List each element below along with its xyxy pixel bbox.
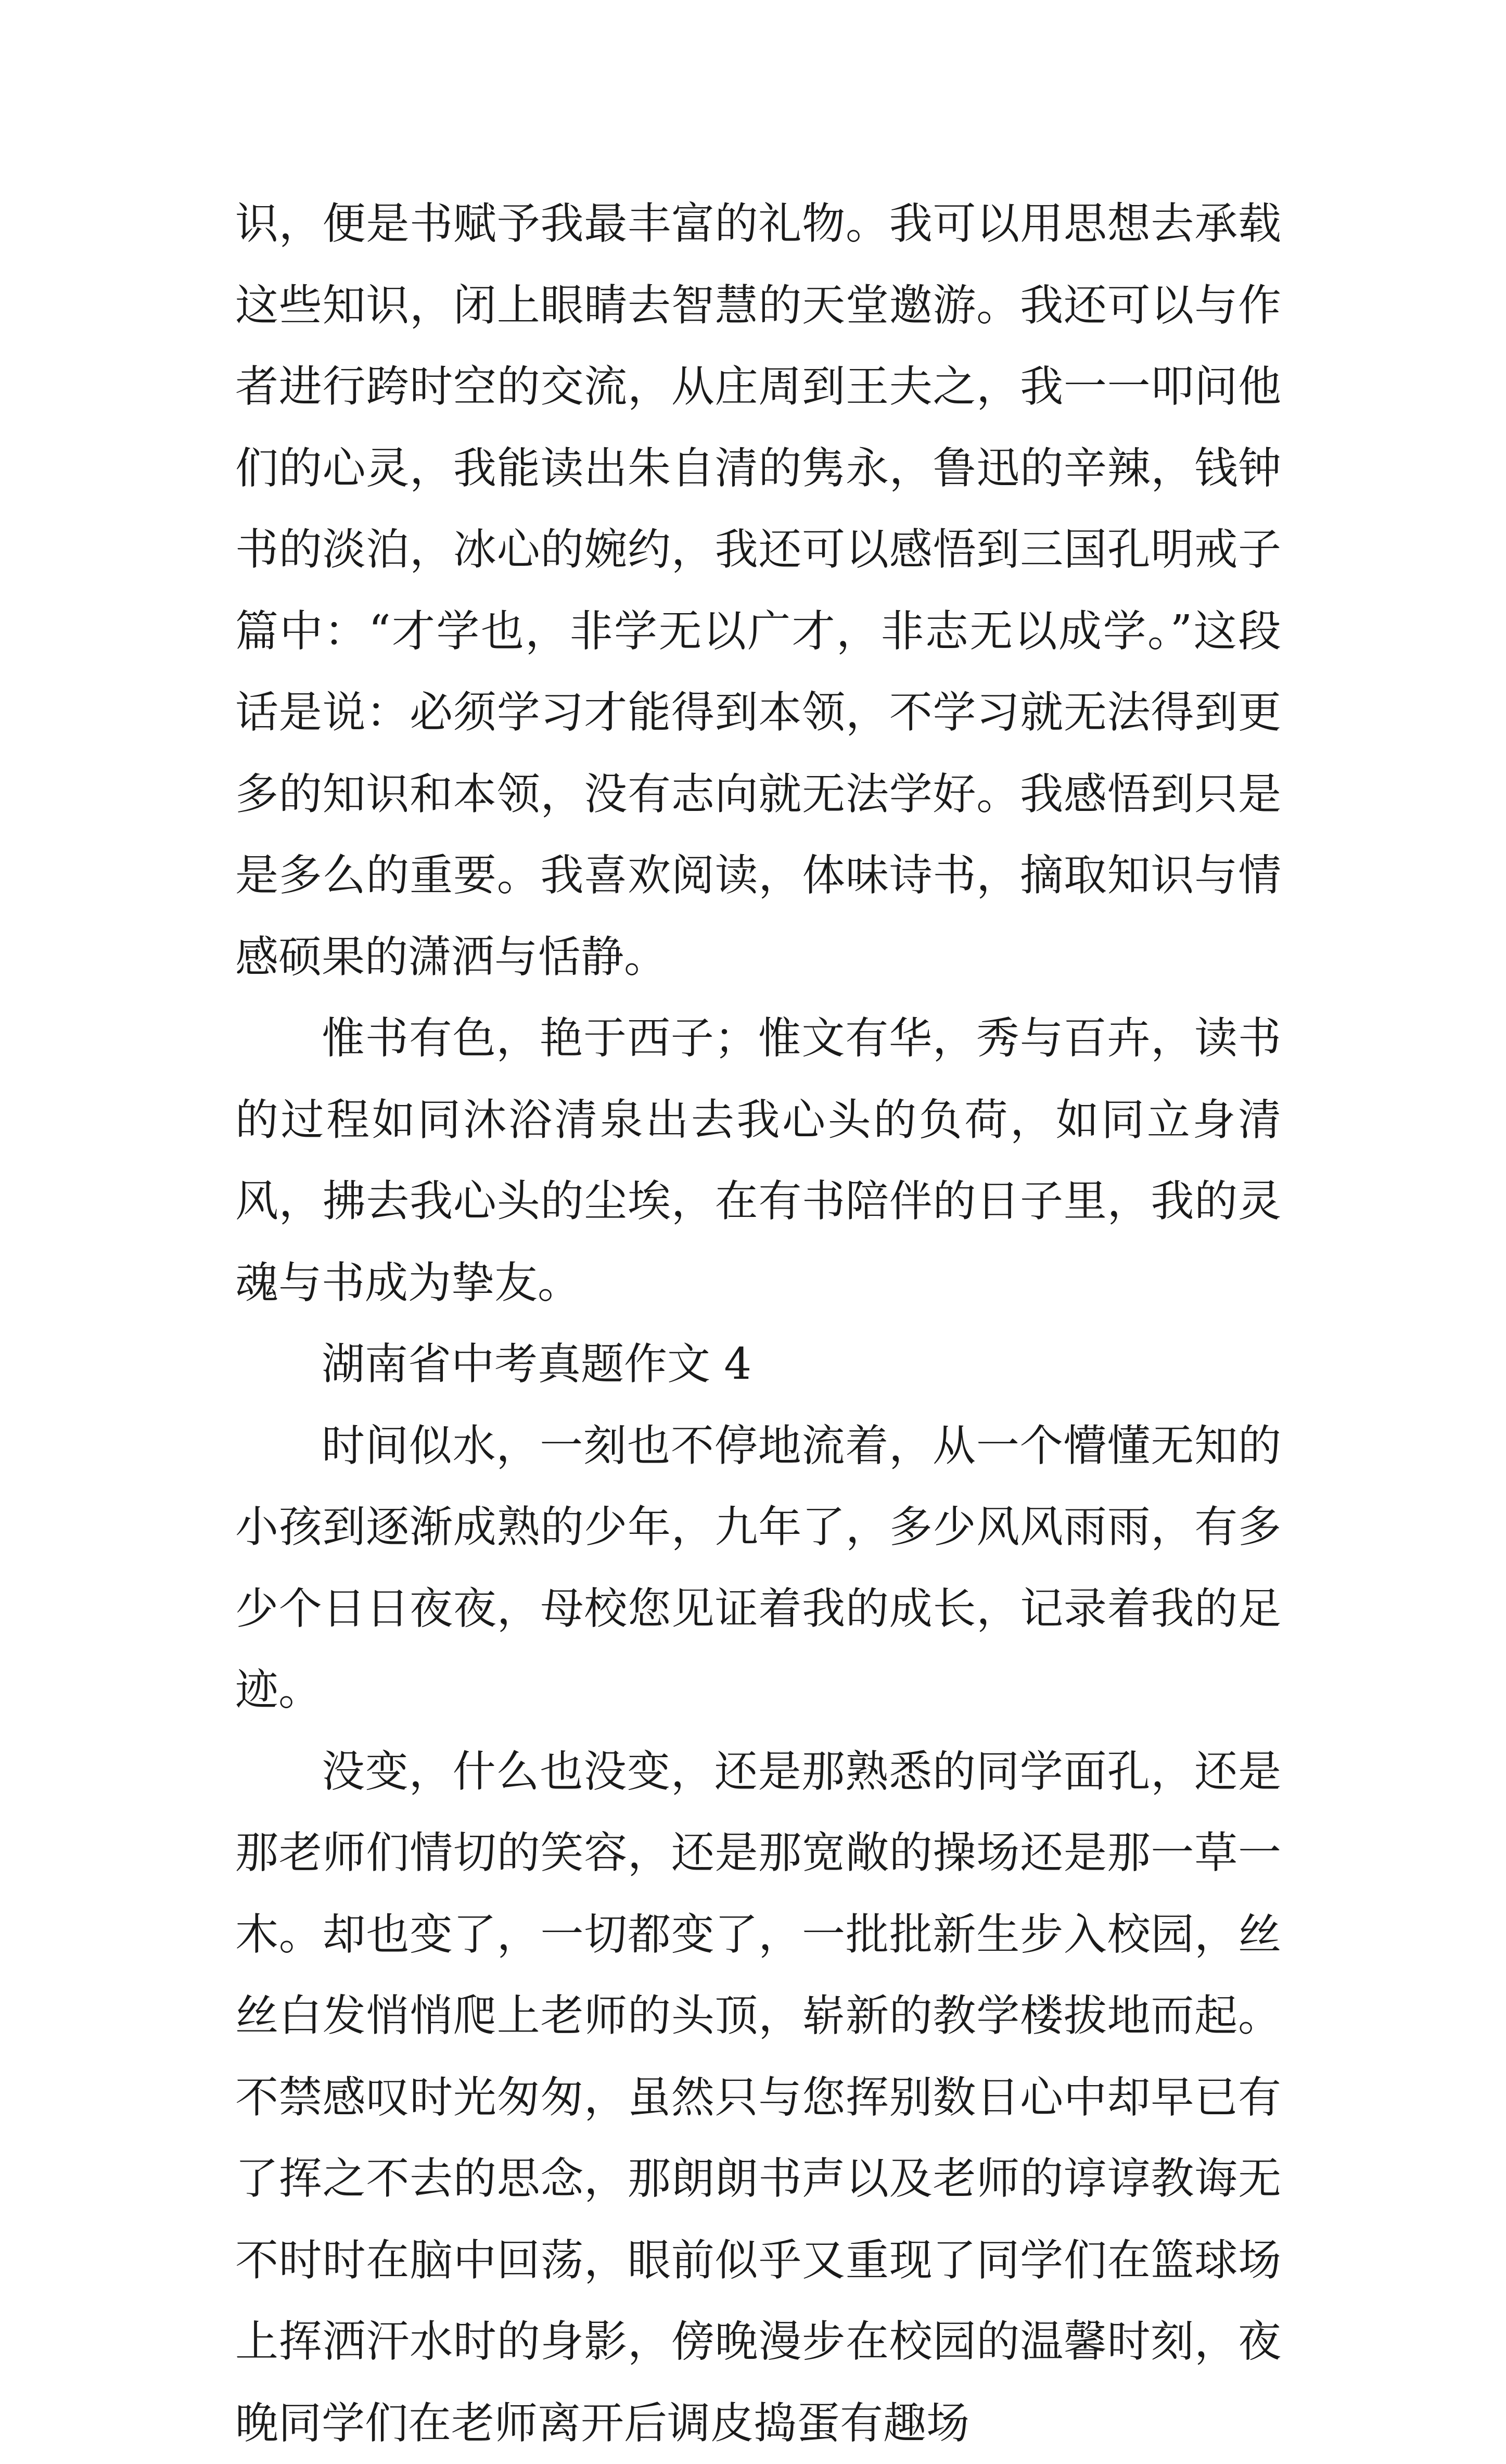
- paragraph-2: 惟书有色，艳于西子；惟文有华，秀与百卉，读书的过程如同沐浴清泉出去我心头的负荷，如同立身清风，拂去我心头的尘埃，在有书陪伴的日子里，我的灵魂与书成为挚友。: [235, 998, 1281, 1324]
- paragraph-3: 时间似水，一刻也不停地流着，从一个懵懂无知的小孩到逐渐成熟的少年，九年了，多少风风雨雨，有多少个日日夜夜，母校您见证着我的成长，记录着我的足迹。: [235, 1405, 1281, 1731]
- document-body: [235, 183, 1281, 2464]
- paragraph-4: 没变，什么也没变，还是那熟悉的同学面孔，还是那老师们情切的笑容，还是那宽敞的操场还是那一草一木。却也变了，一切都变了，一批批新生步入校园，丝丝白发悄悄爬上老师的头顶，崭新的教学楼拔地而起。不禁感叹时光匆匆，虽然只与您挥别数日心中却早已有了挥之不去的思念，那朗朗书声以及老师的谆谆教诲无不时时在脑中回荡，眼前似乎又重现了同学们在篮球场上挥洒汗水时的身影，傍晚漫步在校园的温馨时刻，夜晚同学们在老师离开后调皮捣蛋有趣场: [235, 1731, 1281, 2464]
- paragraph-1: 识，便是书赋予我最丰富的礼物。我可以用思想去承载这些知识，闭上眼睛去智慧的天堂邀游。我还可以与作者进行跨时空的交流，从庄周到王夫之，我一一叩问他们的心灵，我能读出朱自清的隽永，鲁迅的辛辣，钱钟书的淡泊，冰心的婉约，我还可以感悟到三国孔明戒子篇中：“才学也，非学无以广才，非志无以成学。”这段话是说：必须学习才能得到本领，不学习就无法得到更多的知识和本领，没有志向就无法学好。我感悟到只是是多么的重要。我喜欢阅读，体味诗书，摘取知识与情感硕果的潇洒与恬静。: [235, 183, 1281, 998]
- essay-heading: 湖南省中考真题作文 4: [235, 1324, 1281, 1405]
